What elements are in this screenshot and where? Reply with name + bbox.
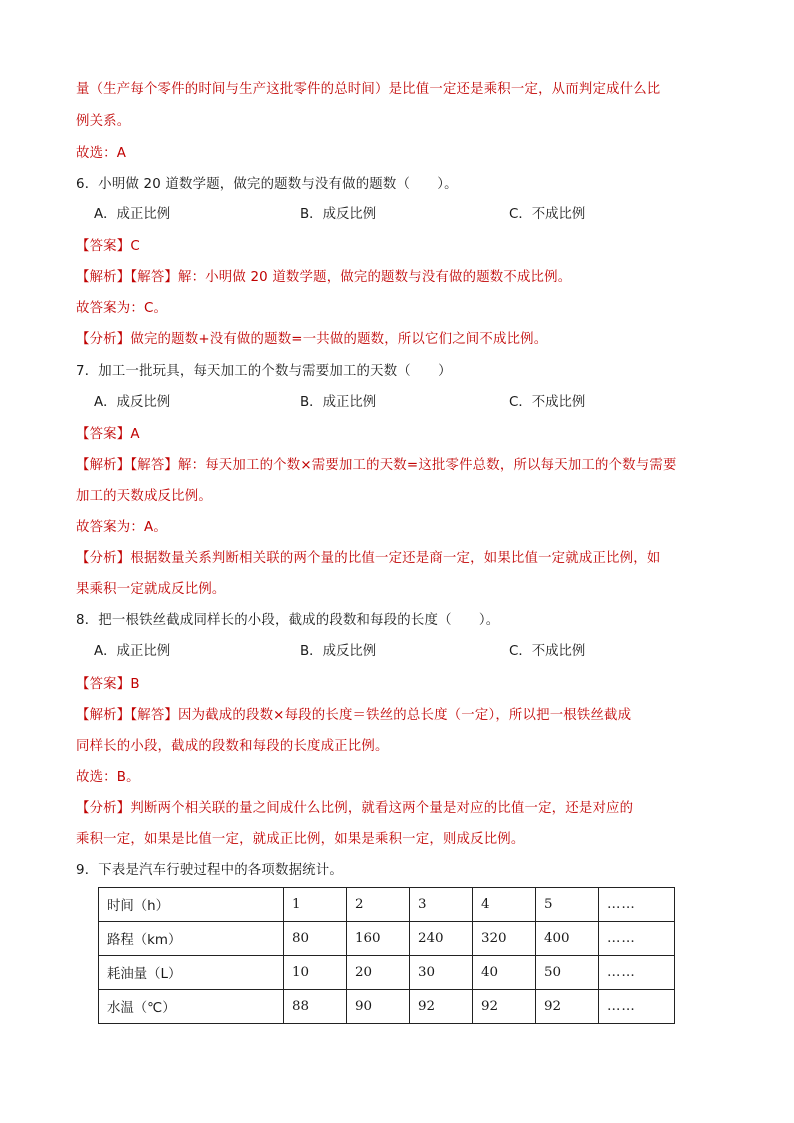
fenxi-tag: 【分析】: [76, 551, 131, 566]
table-cell: 时间（h）: [99, 888, 284, 922]
table-cell: ……: [599, 956, 675, 990]
q6-option-c: C．不成比例: [509, 207, 586, 222]
q7-option-c: C．不成比例: [509, 395, 586, 410]
q6-answer: [76, 237, 140, 257]
intro-choice: 故选：A: [76, 146, 127, 161]
table-cell: 50: [536, 956, 599, 990]
fenxi-text: 根据数量关系判断相关联的两个量的比值一定还是商一定，如果比值一定就成正比例，如: [130, 551, 661, 566]
table-cell: 30: [410, 956, 473, 990]
table-row: [99, 990, 675, 1024]
q6-fenxi: [76, 330, 547, 350]
table-cell: 20: [347, 956, 410, 990]
q6-analysis: [76, 268, 571, 288]
fenxi-text: 判断两个相关联的量之间成什么比例，就看这两个量是对应的比值一定，还是对应的: [130, 801, 634, 816]
table-cell: 92: [410, 990, 473, 1024]
answer-value: A: [130, 427, 140, 442]
q7-option-a: A．成反比例: [94, 395, 171, 410]
q6-option-b: B．成反比例: [300, 207, 377, 222]
analysis-tag: 【解析】【解答】: [76, 270, 179, 285]
answer-value: B: [130, 677, 140, 692]
q7-fenxi-line-2: 果乘积一定就成反比例。: [76, 582, 226, 597]
question-9: 9．下表是汽车行驶过程中的各项数据统计。: [76, 863, 343, 878]
answer-tag: 【答案】: [76, 427, 131, 442]
fenxi-tag: 【分析】: [76, 801, 131, 816]
table-cell: 90: [347, 990, 410, 1024]
q8-fenxi-line-2: 乘积一定，如果是比值一定，就成正比例，如果是乘积一定，则成反比例。: [76, 832, 525, 847]
analysis-text: 因为截成的段数×每段的长度＝铁丝的总长度（一定），所以把一根铁丝截成: [178, 708, 632, 723]
table-cell: 80: [284, 922, 347, 956]
q8-option-a: A．成正比例: [94, 644, 171, 659]
table-cell: 40: [473, 956, 536, 990]
table-cell: 88: [284, 990, 347, 1024]
answer-tag: 【答案】: [76, 239, 131, 254]
q7-fenxi-line-1: [76, 549, 660, 569]
table-cell: 160: [347, 922, 410, 956]
fenxi-tag: 【分析】: [76, 332, 131, 347]
table-cell: 路程（km）: [99, 922, 284, 956]
fenxi-text: 做完的题数+没有做的题数=一共做的题数，所以它们之间不成比例。: [130, 332, 548, 347]
table-cell: 240: [410, 922, 473, 956]
q7-option-b: B．成正比例: [300, 395, 377, 410]
analysis-tag: 【解析】【解答】: [76, 708, 179, 723]
q8-answer: [76, 675, 140, 695]
intro-line-2: 例关系。: [76, 114, 131, 129]
data-table: [98, 887, 675, 1024]
table-cell: ……: [599, 990, 675, 1024]
intro-line-1: 量（生产每个零件的时间与生产这批零件的总时间）是比值一定还是乘积一定，从而判定成什么比: [76, 82, 661, 97]
table-cell: 92: [473, 990, 536, 1024]
q8-analysis-line-2: 同样长的小段，截成的段数和每段的长度成正比例。: [76, 739, 389, 754]
table-cell: 1: [284, 888, 347, 922]
q8-option-b: B．成反比例: [300, 644, 377, 659]
table-cell: ……: [599, 922, 675, 956]
table-cell: 320: [473, 922, 536, 956]
table-cell: 5: [536, 888, 599, 922]
analysis-text: 解：小明做 20 道数学题，做完的题数与没有做的题数不成比例。: [178, 270, 572, 285]
analysis-tag: 【解析】【解答】: [76, 458, 179, 473]
question-8: 8．把一根铁丝截成同样长的小段，截成的段数和每段的长度（ ）。: [76, 613, 500, 628]
table-cell: 3: [410, 888, 473, 922]
q8-option-c: C．不成比例: [509, 644, 586, 659]
table-row: [99, 888, 675, 922]
table-cell: 10: [284, 956, 347, 990]
q8-conclusion: 故选：B。: [76, 770, 140, 785]
q6-conclusion: 故答案为：C。: [76, 301, 168, 316]
q7-analysis-line-1: [76, 456, 677, 476]
q7-conclusion: 故答案为：A。: [76, 520, 167, 535]
table-cell: 400: [536, 922, 599, 956]
analysis-text: 解：每天加工的个数×需要加工的天数=这批零件总数，所以每天加工的个数与需要: [178, 458, 677, 473]
question-7: 7．加工一批玩具，每天加工的个数与需要加工的天数（ ）: [76, 364, 452, 379]
question-6: 6．小明做 20 道数学题，做完的题数与没有做的题数（ ）。: [76, 177, 458, 192]
table-cell: 2: [347, 888, 410, 922]
table-row: [99, 922, 675, 956]
q7-answer: [76, 425, 140, 445]
table-cell: ……: [599, 888, 675, 922]
q8-fenxi-line-1: [76, 799, 633, 819]
table-cell: 耗油量（L）: [99, 956, 284, 990]
table-row: [99, 956, 675, 990]
q8-analysis-line-1: [76, 706, 631, 726]
table-cell: 92: [536, 990, 599, 1024]
q7-analysis-line-2: 加工的天数成反比例。: [76, 489, 212, 504]
table-cell: 4: [473, 888, 536, 922]
answer-value: C: [130, 239, 140, 254]
q6-option-a: A．成正比例: [94, 207, 171, 222]
answer-tag: 【答案】: [76, 677, 131, 692]
table-cell: 水温（℃）: [99, 990, 284, 1024]
